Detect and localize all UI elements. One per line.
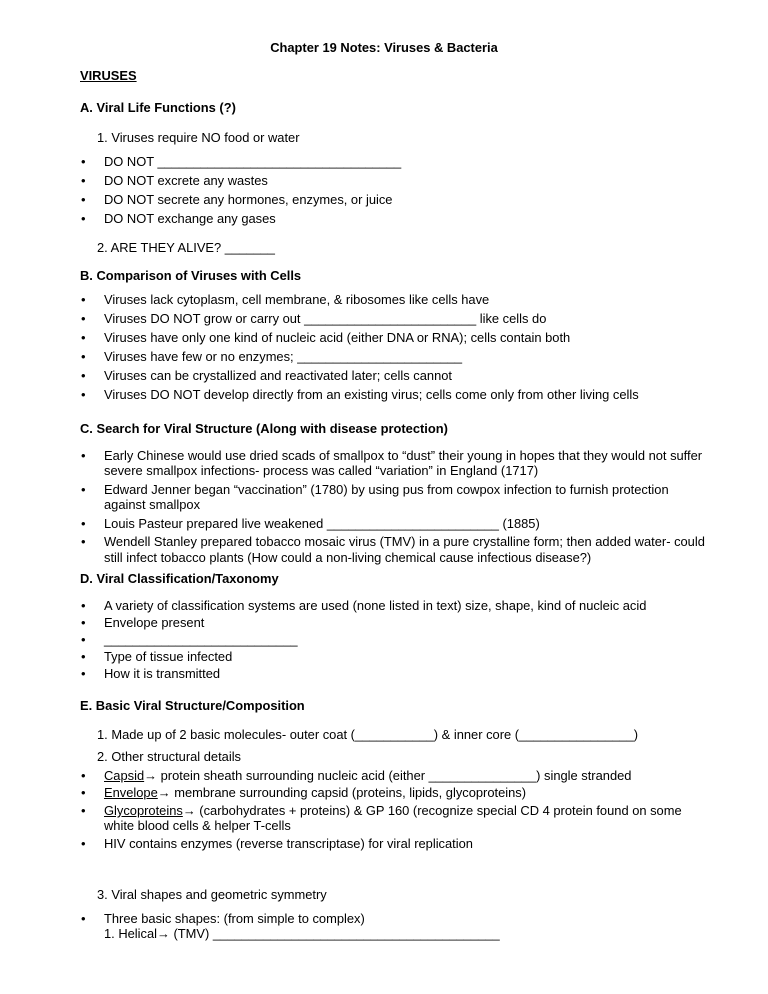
section-c-heading: C. Search for Viral Structure (Along with disease protection) xyxy=(80,421,448,436)
list-item: • Viruses have few or no enzymes; _______________________ xyxy=(80,349,708,368)
list-item: • Edward Jenner began “vaccination” (1780) by using pus from cowpox infection to furnish protection against smallpox xyxy=(80,482,708,513)
arrow-right-icon: → xyxy=(144,768,158,783)
list-item: • Viruses lack cytoplasm, cell membrane, & ribosomes like cells have xyxy=(80,292,708,311)
list-item: • A variety of classification systems are used (none listed in text) size, shape, kind of nucleic acid xyxy=(80,598,708,615)
list-item: • Wendell Stanley prepared tobacco mosaic virus (TMV) in a pure crystalline form; then added water- could still infect tobacco plants (How could a non-living chemical cause infectious disease?) xyxy=(80,534,708,565)
list-item: • Envelope→ membrane surrounding capsid (proteins, lipids, glycoproteins) xyxy=(80,785,708,800)
section-b-heading: B. Comparison of Viruses with Cells xyxy=(80,268,302,283)
arrow-right-icon: → xyxy=(157,926,170,942)
section-e-item-3: 3. Viral shapes and geometric symmetry xyxy=(97,887,327,902)
list-item: • DO NOT secrete any hormones, enzymes, or juice xyxy=(80,192,708,211)
arrow-right-icon: → xyxy=(157,785,171,801)
term-glycoproteins: Glycoproteins xyxy=(104,802,183,818)
list-item: • Viruses DO NOT grow or carry out ________________________ like cells do xyxy=(80,311,708,330)
section-e-heading: E. Basic Viral Structure/Composition xyxy=(80,698,305,713)
page-title: Chapter 19 Notes: Viruses & Bacteria xyxy=(270,40,498,55)
term-envelope: Envelope xyxy=(104,785,158,801)
section-e-shapes-list xyxy=(80,911,708,942)
list-item: • How it is transmitted xyxy=(80,666,708,683)
list-item: • Capsid→ protein sheath surrounding nucleic acid (either _______________) single stranded xyxy=(80,768,708,783)
section-d-list xyxy=(80,598,708,683)
list-item: • DO NOT excrete any wastes xyxy=(80,173,708,192)
section-a-heading: A. Viral Life Functions (?) xyxy=(80,100,236,115)
list-item: • Louis Pasteur prepared live weakened ________________________ (1885) xyxy=(80,516,708,531)
section-a-item-2: 2. ARE THEY ALIVE? _______ xyxy=(97,240,275,255)
list-item: • Type of tissue infected xyxy=(80,649,708,666)
section-c-list xyxy=(80,448,708,568)
section-b-list xyxy=(80,292,708,406)
term-capsid: Capsid xyxy=(104,768,145,783)
section-a-list xyxy=(80,154,708,230)
list-item: • DO NOT exchange any gases xyxy=(80,211,708,230)
list-item: • Viruses DO NOT develop directly from an existing virus; cells come only from other living cells xyxy=(80,387,708,406)
list-item: • Early Chinese would use dried scads of smallpox to “dust” their young in hopes that they would not suffer severe smallpox infections- process was called “variation” in England (1717) xyxy=(80,448,708,479)
section-a-item-1: 1. Viruses require NO food or water xyxy=(97,130,300,145)
arrow-right-icon: → xyxy=(182,802,196,818)
section-e-item-2: 2. Other structural details xyxy=(97,749,242,764)
section-e-item-1: 1. Made up of 2 basic molecules- outer coat (___________) & inner core (________________) xyxy=(97,727,639,742)
list-item: • DO NOT __________________________________ xyxy=(80,154,708,173)
section-e-list xyxy=(80,768,708,853)
list-item: • ___________________________ xyxy=(80,632,708,649)
list-item: • HIV contains enzymes (reverse transcriptase) for viral replication xyxy=(80,836,708,851)
list-item: • Viruses have only one kind of nucleic acid (either DNA or RNA); cells contain both xyxy=(80,330,708,349)
section-d-heading: D. Viral Classification/Taxonomy xyxy=(80,571,279,586)
list-item: • Three basic shapes: (from simple to complex) 1. Helical→ (TMV) ________________________________________ xyxy=(80,911,708,942)
list-item: • Glycoproteins→ (carbohydrates + proteins) & GP 160 (recognize special CD 4 protein found on some white blood cells & helper T-cells xyxy=(80,803,708,834)
list-item: • Viruses can be crystallized and reactivated later; cells cannot xyxy=(80,368,708,387)
list-item: • Envelope present xyxy=(80,615,708,632)
section-viruses-heading: VIRUSES xyxy=(80,68,137,83)
